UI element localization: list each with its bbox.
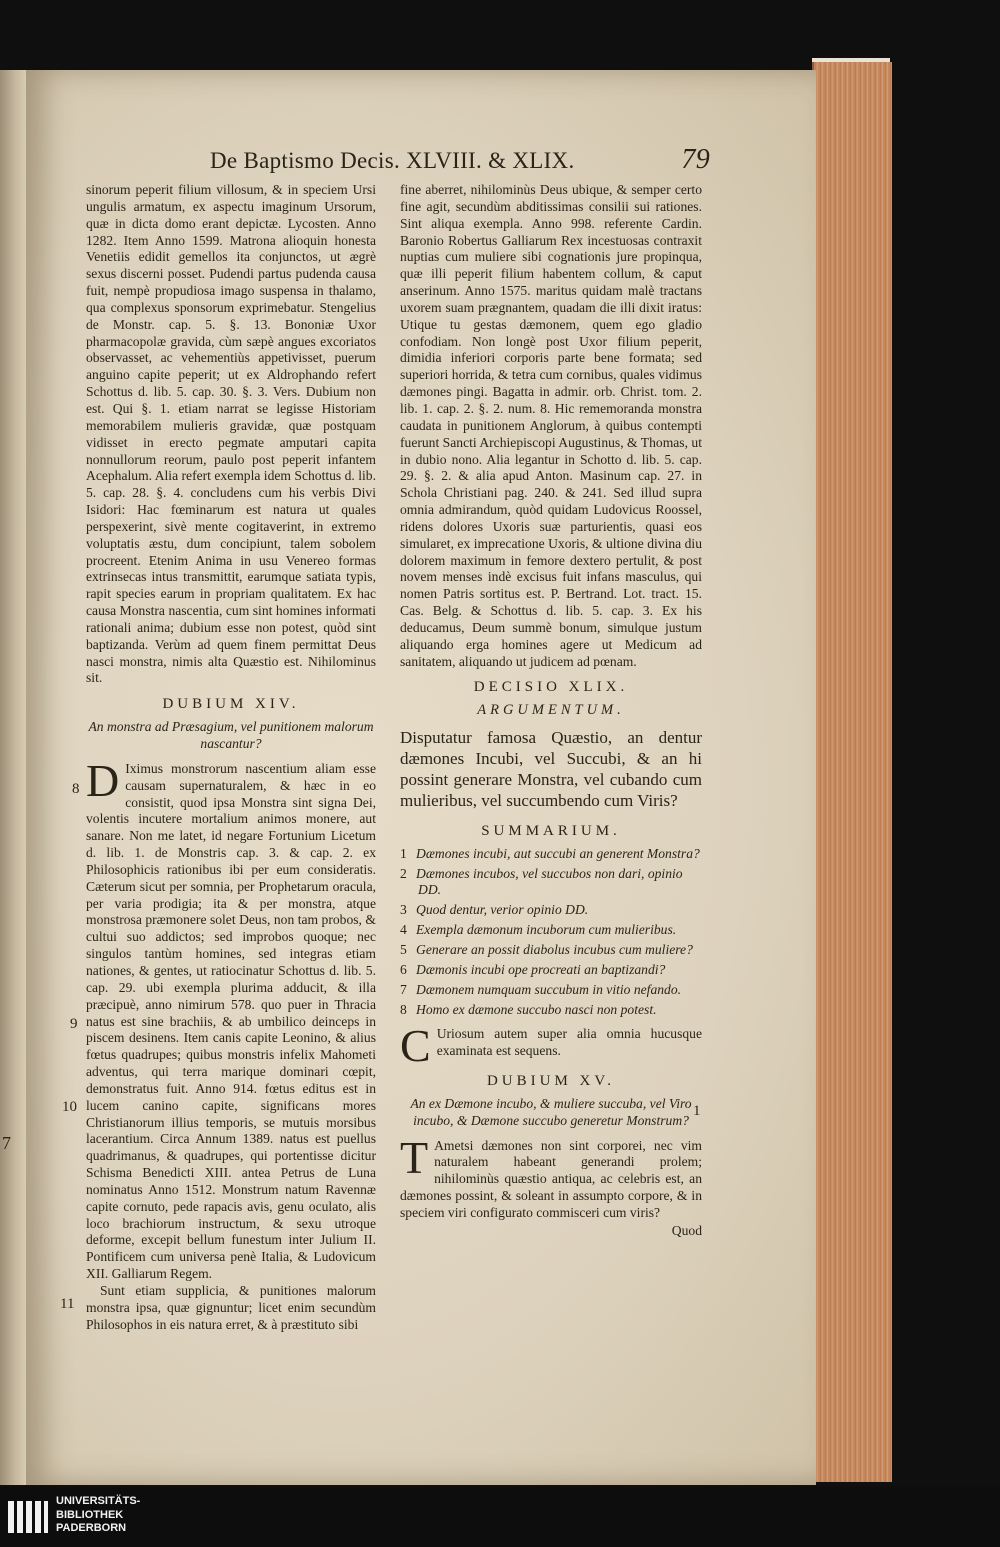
library-logo-icon [6, 1495, 50, 1539]
book-fore-edge [812, 62, 892, 1482]
curiosum-text: Uriosum autem super alia omnia hucusque examinata est sequens. [436, 1026, 702, 1058]
margin-number-1-right: 1 [693, 1103, 701, 1119]
dubium-xv-question: An ex Dæmone incubo, & muliere succuba, vel Viro incubo, & Dæmone succubo generetur Monstrum? [410, 1095, 692, 1128]
running-head [210, 144, 770, 178]
summarium-item: 8 Homo ex dæmone succubo nasci non potest. [400, 1002, 657, 1017]
dropcap-d: D [86, 754, 120, 806]
left-paragraph-3: Sunt etiam supplicia, & punitiones malorum monstra ipsa, quæ gignuntur; licet enim secundùm Philosophos in eis natura erret, & à præstituto sibi [86, 1283, 376, 1332]
library-name [56, 1495, 140, 1536]
margin-number-8: 8 [72, 781, 80, 797]
summarium-item: 6 Dæmonis incubi ope procreati an baptizandi? [400, 962, 666, 977]
library-footer [0, 1487, 1000, 1547]
dropcap-paragraph [86, 754, 376, 1283]
dubium-xiv-heading: DUBIUM XIV. [162, 696, 300, 713]
summarium-list [400, 846, 702, 1018]
dropcap-t: T [400, 1131, 429, 1183]
running-title: De Baptismo Decis. XLVIII. & XLIX. [210, 148, 575, 173]
summarium-heading: SUMMARIUM. [481, 823, 621, 840]
dubium-xv-heading: DUBIUM XV. [486, 1073, 616, 1089]
curiosum-paragraph [400, 1020, 702, 1071]
summarium-item: 1 Dæmones incubi, aut succubi an generent Monstra? [400, 846, 700, 861]
previous-page-edge [0, 70, 26, 1485]
left-column [86, 182, 376, 1334]
right-column [400, 182, 702, 1240]
margin-number-7-left: 7 [2, 1133, 11, 1153]
summarium-item: 4 Exempla dæmonum incuborum cum mulieribus. [400, 922, 677, 937]
summarium-item: 7 Dæmonem numquam succubum in vitio nefando. [400, 982, 682, 997]
summarium-item: 2 Dæmones incubos, vel succubos non dari, opinio DD. [400, 866, 683, 897]
summarium-item: 3 Quod dentur, verior opinio DD. [400, 902, 589, 917]
dubium-xiv-question: An monstra ad Præsagium, vel punitionem malorum nascantur? [88, 719, 374, 751]
margin-number-9: 9 [70, 1016, 78, 1032]
left-paragraph-1: sinorum peperit filium villosum, & in speciem Ursi ungulis armatum, ex aspectu imaginum Ursorum, quæ in dicta domo erant depictæ. Lycosten. Anno 1282. Item Anno 1599. Matrona alioquin honesta Venetiis edidit gemellos ita conjunctos, ut ægrè sexus discerni posset. Pudendi partus pudenda causa fuit, nempè propudiosa imago suspensa in thalamo, qua complexus sponsorum exprimebatur. Stengelius de Monstr. cap. 5. §. 13. Bononiæ Uxor pharmacopolæ gravida, cùm sæpè angues excoriatos observasset, ac vehementiùs appetivisset, puerum anguino capite peperit; ut ex Aldrophando refert Schottus d. lib. 5. cap. 30. §. 3. Vers. Dubium non est. Qui §. 1. etiam narrat se legisse Historiam memorabilem mulieris gravidæ, quæ postquam vidisset in erecto pegmate amputari capita nonnullorum reorum, paulo post peperit infantem Acephalum. Alia refert exempla idem Schottus d. lib. 5. cap. 28. §. 4. concludens cum his verbis Divi Isidori: Hac fœminarum est natura ut quales perspexerint, sivè mente cogitaverint, in extremo voluptatis æstu, dum concipiunt, talem sobolem procreent. Etenim Anima in usu Venereo formas extrinsecas intus transmittit, earumque satiata typis, rapit species earum in propriam qualitatem. Ex hac causa Monstra nascentia, cum sint homines informati rationali anima; dubium esse non potest, quòd sint baptizanda. Verùm ad quem finem permittat Deus nasci monstra, nimis alta Quæstio est. Nihilominus sit. [86, 182, 376, 686]
decisio-xlix-heading: DECISIO XLIX. [473, 679, 629, 696]
margin-number-11: 11 [60, 1296, 75, 1312]
library-name-line-1: UNIVERSITÄTS- [56, 1495, 141, 1507]
library-name-line-2: BIBLIOTHEK [56, 1508, 124, 1521]
summarium-item: 5 Generare an possit diabolus incubus cum muliere? [400, 942, 693, 957]
tametsi-paragraph [400, 1131, 702, 1222]
page-number: 79 [681, 144, 710, 175]
catchword: Quod [671, 1222, 702, 1238]
dropcap-c: C [400, 1020, 431, 1071]
library-name-line-3: PADERBORN [56, 1522, 127, 1534]
argumentum-text: Disputatur famosa Quæstio, an dentur dæmones Incubi, vel Succubi, & an hi possint generare Monstra, vel cubando cum mulieribus, vel succumbendo cum Viris? [400, 728, 702, 811]
margin-number-10: 10 [62, 1099, 77, 1115]
right-paragraph-1: fine aberret, nihilominùs Deus ubique, & semper certo fine agit, secundùm abditissimas consilii sui rationes. Sint aliqua exempla. Anno 998. referente Cardin. Baronio Robertus Galliarum Rex incestuosas contraxit nuptias cum muliere sibi cognationis jure propinqua, quæ illi peperit filium habentem collum, & caput anserinum. Anno 1575. maritus quidam malè tractans uxorem suam prægnantem, quadam die illi dixit iratus: Utique tu gestas dæmonem, quem ego gladio confodiam. Non longè post Uxor filium peperit, dimidia inferiori corporis parte bene formata; sed superiori horrida, & tetra cum cornibus, quales vidimus dæmones pingi. Bagatta in admir. orb. Christ. tom. 2. lib. 1. cap. 2. §. 2. num. 8. Hic rememoranda monstra caudata in punitionem Anglorum, à quibus contempti fuerunt Sancti Archiepiscopi Augustinus, & Thomas, ut in dubio nono. Alia legantur in Schotto d. lib. 5. cap. 29. §. 2. & alia apud Anton. Masinum cap. 27. in Schola Christiani pag. 240. & 241. Sed illud supra omnia admirandum, quòd quidam Ludovicus Roossel, ridens dolores Uxoris suæ parturientis, quasi eos simularet, ex imprecatione Uxoris, & ultione divina diu dolorem maximum in femore dextero pertulit, & post novem menses indè excisus fuit infans masculus, qui nomen Patris sortitus est. P. Bertrand. Lot. tract. 15. Cas. Belg. & Schottus d. lib. 5. cap. 3. Ex his deducamus, Deum summè bonum, simulque justum aliquando erga homines agere ut Medicum ad sanitatem, aliquando ut judicem ad pœnam. [400, 182, 702, 669]
left-paragraph-2: Iximus monstrorum nascentium aliam esse causam supernaturalem, & hæc in eo consistit, quod ipsa Monstra sint signa Dei, volentis incutere mortalium animos monere, aut sanare. Non me latet, id negare Fortunium Licetum d. lib. 1. de Monstris cap. 3. & cap. 2. ex Philosophicis rationibus ibi per eum consideratis. Cæterum sicut per somnia, per Prophetarum oracula, per varia prodigia; ita & per monstra, atque monstrosa præmonere solet Deus, non tam probos, & cultui suo addictos; sed improbos quoque; nec singulos tantùm homines, sed integras etiam nationes, & gentes, ut ratiocinatur Schottus d. lib. 5. cap. 29. ubi exempla plurima adducit, & illa præcipuè, anno nimirum 578. quo puer in Thracia natus est sine brachiis, & ab umbilico deinceps in piscem desinens. Item canis capite Leonino, & alius fœtus quadrupes; quibus monstris infelix Mahometi adventus, qui terra marique dominari cœpit, demonstratus fuit. Anno 914. fœtus editus est in lucem canino capite, significans mores Christianorum illius temporis, se mutuis morsibus lacerantium. Circa Annum 1389. natus est puellus quadrimanus, & quadrupes, qui portentisse dicitur Schisma Benedicti XIII. antea Petrus de Luna nominatus Anno 1512. Monstrum natum Ravennæ capite cornuto, pede rapacis avis, genu oculato, alis loco brachiorum instructum, & sexu utroque deforme, excepit bellum funestum inter Julium II. Pontificem cum universa penè Italia, & Ludovicum XII. Galliarum Regem. [86, 760, 376, 1282]
argumentum-heading: ARGUMENTUM. [477, 702, 625, 719]
tametsi-text: Ametsi dæmones non sint corporei, nec vim naturalem habeant generandi prolem; nihilominùs quæstio antiqua, ac celebris est, an dæmones possint, & soleant in assumpto corpore, & in speciem viri configurato commisceri cum viris? [400, 1137, 702, 1220]
